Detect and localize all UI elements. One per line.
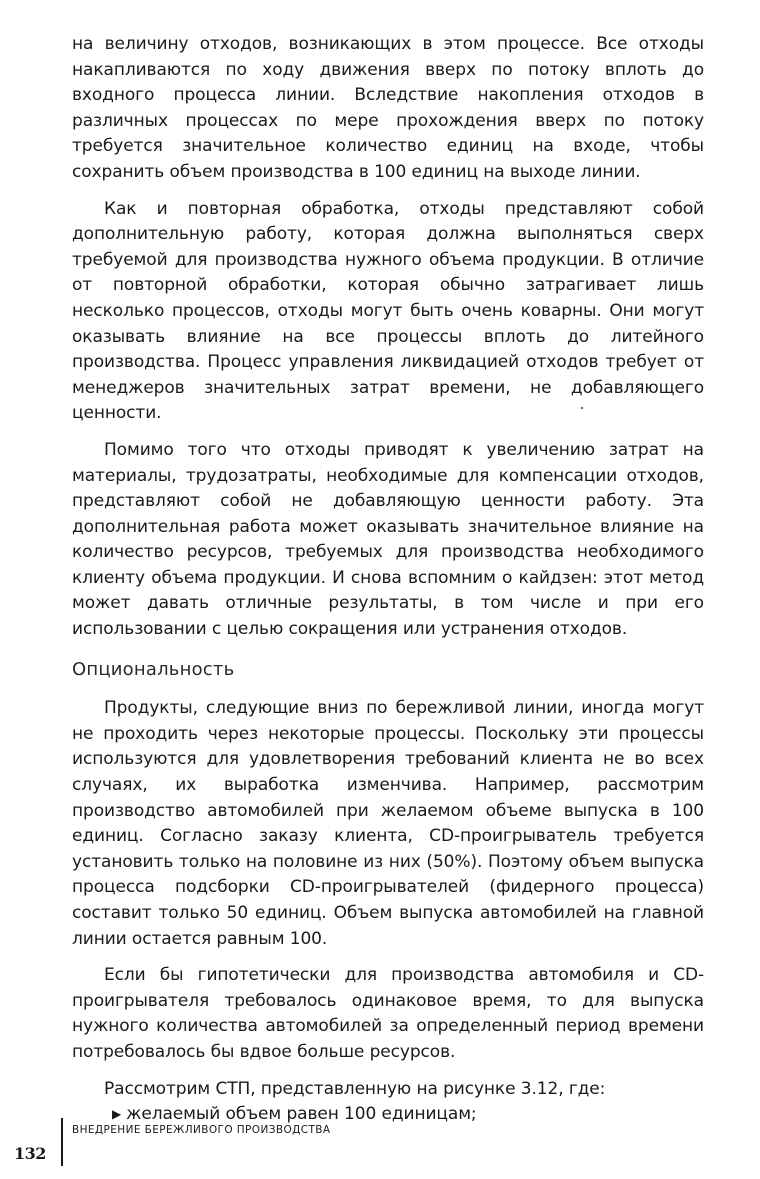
body-text (72, 32, 704, 1129)
paragraph-1: на величину отходов, возникающих в этом процессе. Все отходы накапливаются по ходу движения вверх по потоку вплоть до входного процесса линии. Вследствие накопления отходов в различных процессах по мере прохождения вверх по потоку требуется значительное количество единиц на входе, чтобы сохранить объем производства в 100 единиц на выходе линии. (72, 34, 704, 182)
paragraph-4: Продукты, следующие вниз по бережливой линии, иногда могут не проходить через некоторые процессы. Поскольку эти процессы используются для удовлетворения требований клиента не во всех случаях, их выработка изменчива. Например, рассмотрим производство автомобилей при желаемом объеме выпуска в 100 единиц. Согласно заказу клиента, CD-проигрыватель требуется установить только на половине из них (50%). Поэтому объем выпуска процесса подсборки CD-проигрывателей (фидерного процесса) составит только 50 единиц. Объем выпуска автомобилей на главной линии остается равным 100. (72, 698, 704, 949)
paragraph-2: Как и повторная обработка, отходы представляют собой дополнительную работу, которая должна выполняться сверх требуемой для производства нужного объема продукции. В отличие от повторной обработки, которая обычно затрагивает лишь несколько процессов, отходы могут быть очень коварны. Они могут оказывать влияние на все процессы вплоть до литейного производства. Процесс управления ликвидацией отходов требует от менеджеров значительных затрат времени, не добавляющего ценности. (72, 198, 704, 424)
running-title: ВНЕДРЕНИЕ БЕРЕЖЛИВОГО ПРОИЗВОДСТВА (72, 1124, 331, 1136)
print-speck (581, 407, 583, 409)
footer-divider (61, 1118, 63, 1166)
paragraph-5: Если бы гипотетически для производства автомобиля и CD-проигрывателя требовалось одинаковое время, то для выпуска нужного количества автомобилей за определенный период времени потребовалось бы вдвое больше ресурсов. (72, 965, 704, 1062)
paragraph-6: Рассмотрим СТП, представленную на рисунке 3.12, где: (104, 1078, 606, 1099)
bullet-triangle-icon: ▶ (112, 1107, 122, 1122)
bullet-text: желаемый объем равен 100 единицам; (126, 1104, 477, 1125)
page-footer (14, 1118, 414, 1166)
page-number: 132 (14, 1144, 46, 1163)
section-heading: Опциональность (72, 658, 235, 680)
paragraph-3: Помимо того что отходы приводят к увеличению затрат на материалы, трудозатраты, необходимые для компенсации отходов, представляют собой не добавляющую ценности работу. Эта дополнительная работа может оказывать значительное влияние на количество ресурсов, требуемых для производства необходимого клиенту объема продукции. И снова вспомним о кайдзен: этот метод может давать отличные результаты, в том числе и при его использовании с целью сокращения или устранения отходов. (72, 439, 704, 640)
